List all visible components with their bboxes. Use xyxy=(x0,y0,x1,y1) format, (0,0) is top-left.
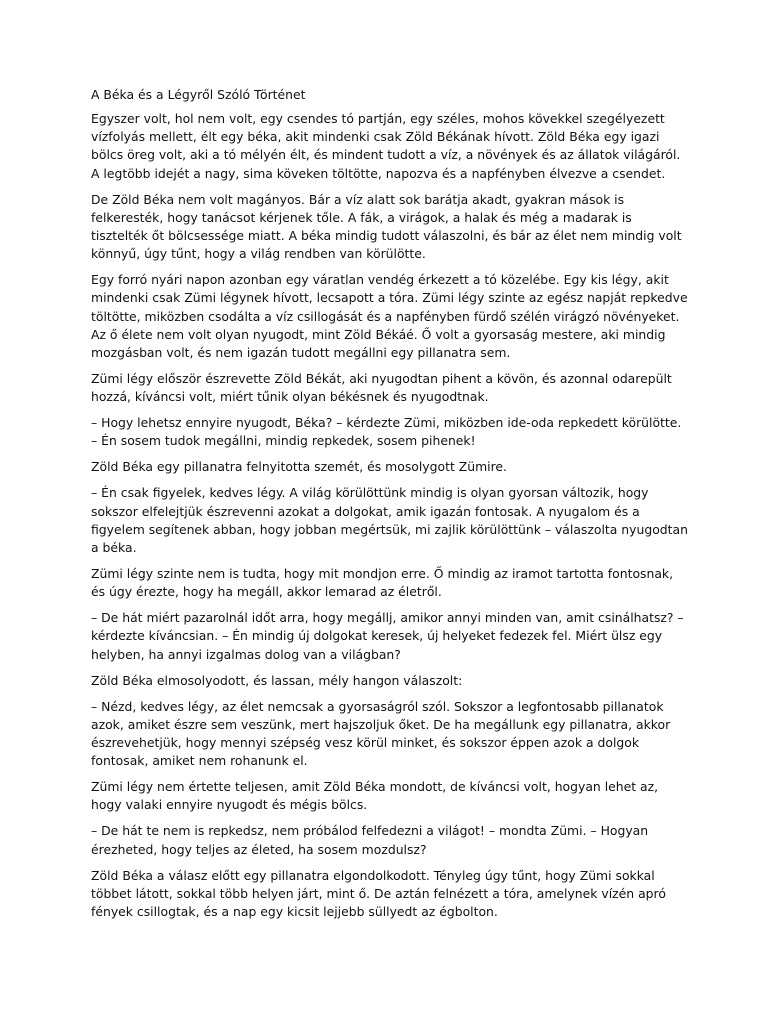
paragraph: Egy forró nyári napon azonban egy váratlan vendég érkezett a tó közelébe. Egy kis légy, akit mindenki csak Zümi légynek hívott, lecsapott a tóra. Zümi légy szinte az egész napját repkedve töltötte, miközben csodálta a víz csillogását és a napfényben fürdő szélén virágzó növényeket. Az ő élete nem volt olyan nyugodt, mint Zöld Békáé. Ő volt a gyorsaság mestere, aki mindig mozgásban volt, és nem igazán tudott megállni egy pillanatra sem. xyxy=(91,272,688,361)
dialogue-paragraph: – Én csak figyelek, kedves légy. A világ körülöttünk mindig is olyan gyorsan változik, hogy sokszor elfelejtjük észrevenni azokat a dolgokat, amik igazán fontosak. A nyugalom és a figyelem segítenek abban, hogy jobban megértsük, mi zajlik körülöttünk – válaszolta nyugodtan a béka. xyxy=(91,485,688,556)
dialogue-paragraph: – De hát miért pazarolnál időt arra, hogy megállj, amikor annyi minden van, amit csinálhatsz? – kérdezte kíváncsian. – Én mindig új dolgokat keresek, új helyeket fedezek fel. Miért ülsz egy helyben, ha annyi izgalmas dolog van a világban? xyxy=(91,610,684,662)
paragraph: Zümi légy nem értette teljesen, amit Zöld Béka mondott, de kíváncsi volt, hogyan lehet az, hogy valaki ennyire nyugodt és mégis bölcs. xyxy=(91,779,659,813)
paragraph: Zümi légy szinte nem is tudta, hogy mit mondjon erre. Ő mindig az iramot tartotta fontosnak, és úgy érezte, hogy ha megáll, akkor lemarad az életről. xyxy=(91,566,674,600)
dialogue-paragraph: – De hát te nem is repkedsz, nem próbálod felfedezni a világot! – mondta Zümi. – Hogyan érezheted, hogy teljes az életed, ha sosem mozdulsz? xyxy=(91,823,649,857)
dialogue-paragraph: – Nézd, kedves légy, az élet nemcsak a gyorsaságról szól. Sokszor a legfontosabb pillanatok azok, amiket észre sem veszünk, mert hajszoljuk őket. De ha megállunk egy pillanatra, akkor észrevehetjük, hogy mennyi szépség vesz körül minket, és sokszor éppen azok a dolgok fontosak, amiket nem rohanunk el. xyxy=(91,698,671,769)
paragraph: Zöld Béka a válasz előtt egy pillanatra elgondolkodott. Tényleg úgy tűnt, hogy Zümi sokkal többet látott, sokkal több helyen járt, mint ő. De aztán felnézett a tóra, amelynek vízén apró fények csillogtak, és a nap egy kicsit lejjebb süllyedt az égbolton. xyxy=(91,867,666,920)
paragraph: De Zöld Béka nem volt magányos. Bár a víz alatt sok barátja akadt, gyakran mások is felkeresték, hogy tanácsot kérjenek tőle. A fák, a virágok, a halak és még a madarak is tisztelték őt bölcsessége miatt. A béka mindig tudott válaszolni, és bár az élet nem mindig volt könnyű, úgy tűnt, hogy a világ rendben van körülötte. xyxy=(91,191,682,262)
paragraph: Zöld Béka egy pillanatra felnyitotta szemét, és mosolygott Zümire. xyxy=(91,459,507,475)
document-page xyxy=(91,86,691,929)
dialogue-paragraph: – Hogy lehetsz ennyire nyugodt, Béka? – kérdezte Zümi, miközben ide-oda repkedett körülötte. – Én sosem tudok megállni, mindig repkedek, sosem pihenek! xyxy=(91,415,682,449)
paragraph: Zümi légy először észrevette Zöld Békát, aki nyugodtan pihent a kövön, és azonnal odarepült hozzá, kíváncsi volt, miért tűnik olyan békésnek és nyugodtnak. xyxy=(91,371,672,405)
paragraph: Egyszer volt, hol nem volt, egy csendes tó partján, egy széles, mohos kövekkel szegélyezett vízfolyás mellett, élt egy béka, akit mindenki csak Zöld Békának hívott. Zöld Béka egy igazi bölcs öreg volt, aki a tó mélyén élt, és mindent tudott a víz, a növények és az állatok világáról. A legtöbb idejét a nagy, sima köveken töltötte, napozva és a napfényben élvezve a csendet. xyxy=(91,111,681,181)
document-title: A Béka és a Légyről Szóló Történet xyxy=(91,87,306,102)
paragraph: Zöld Béka elmosolyodott, és lassan, mély hangon válaszolt: xyxy=(91,672,463,688)
